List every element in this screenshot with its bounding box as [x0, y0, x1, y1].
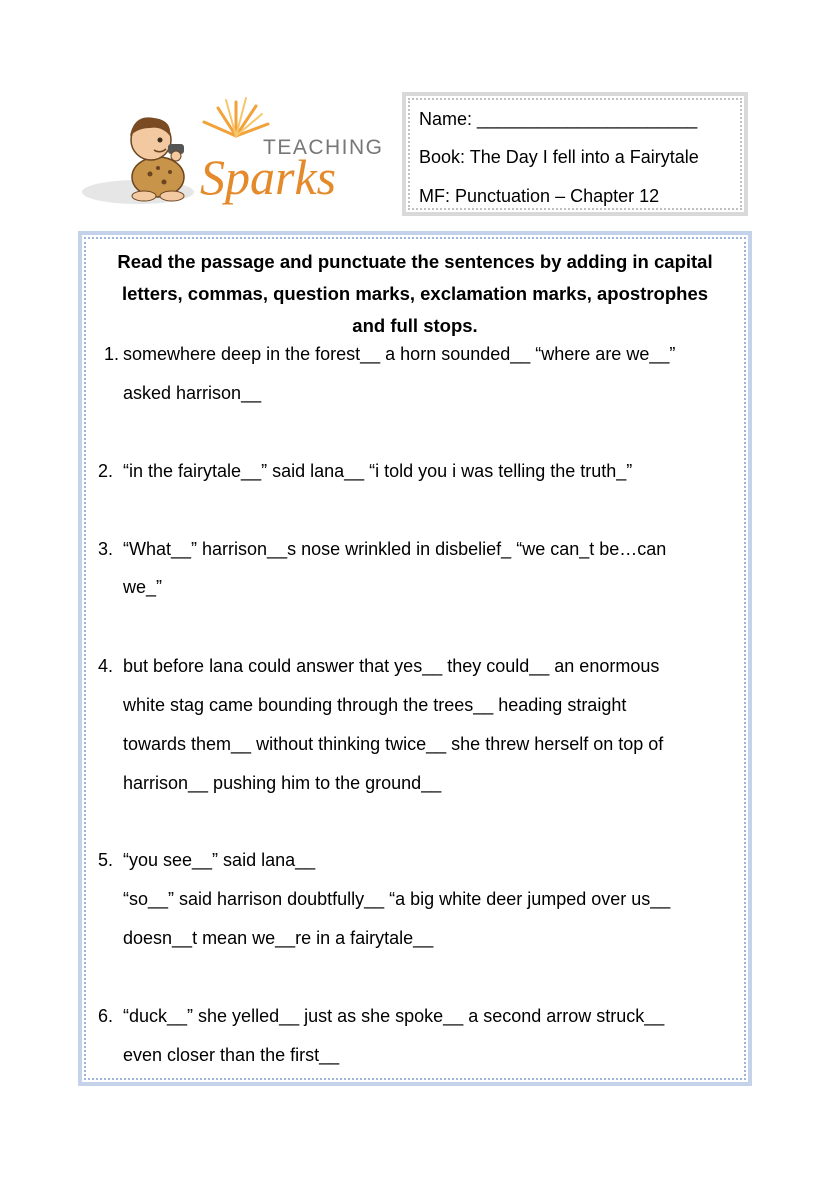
- question-4-line-3: towards them__ without thinking twice__ she threw herself on top of: [123, 734, 664, 754]
- logo-graphic: [78, 92, 388, 222]
- instructions: [94, 246, 736, 342]
- logo-word-teaching: TEACHING: [263, 136, 384, 159]
- instructions-line-3: and full stops.: [352, 315, 478, 336]
- question-number: 3.: [98, 539, 114, 559]
- question-3-line-2: we_”: [123, 577, 163, 597]
- instructions-line-1: Read the passage and punctuate the sentences by adding in capital: [117, 251, 713, 272]
- question-1-line-2: asked harrison__: [123, 383, 262, 403]
- instructions-line-2: letters, commas, question marks, exclamation marks, apostrophes: [121, 283, 709, 304]
- question-6-line-1: “duck__” she yelled__ just as she spoke__ a second arrow struck__: [123, 1006, 665, 1026]
- question-number: 1.: [104, 344, 120, 364]
- question-number: 4.: [98, 656, 114, 676]
- book-title-line: Book: The Day I fell into a Fairytale: [419, 147, 699, 167]
- question-2-line-1: “in the fairytale__” said lana__ “i told you i was telling the truth_”: [123, 461, 633, 481]
- question-5-line-2: “so__” said harrison doubtfully__ “a big white deer jumped over us__: [123, 889, 671, 909]
- question-5-line-3: doesn__t mean we__re in a fairytale__: [123, 928, 434, 948]
- question-4-line-4: harrison__ pushing him to the ground__: [123, 773, 442, 793]
- mf-line: MF: Punctuation – Chapter 12: [419, 186, 660, 206]
- question-3-line-1: “What__” harrison__s nose wrinkled in disbelief_ “we can_t be…can: [123, 539, 667, 559]
- logo-word-sparks: Sparks: [200, 149, 337, 205]
- question-6-line-2: even closer than the first__: [123, 1045, 340, 1065]
- question-4-line-2: white stag came bounding through the trees__ heading straight: [123, 695, 627, 715]
- teaching-sparks-logo: [78, 92, 388, 222]
- info-box: [402, 92, 748, 216]
- question-4-line-1: but before lana could answer that yes__ they could__ an enormous: [123, 656, 660, 676]
- question-number: 2.: [98, 461, 114, 481]
- question-number: 5.: [98, 850, 114, 870]
- name-field-line: Name: ______________________: [419, 109, 698, 129]
- question-1-line-1: somewhere deep in the forest__ a horn sounded__ “where are we__”: [123, 344, 676, 364]
- worksheet-box: [78, 231, 752, 1086]
- question-5-line-1: “you see__” said lana__: [123, 850, 316, 870]
- question-number: 6.: [98, 1006, 114, 1026]
